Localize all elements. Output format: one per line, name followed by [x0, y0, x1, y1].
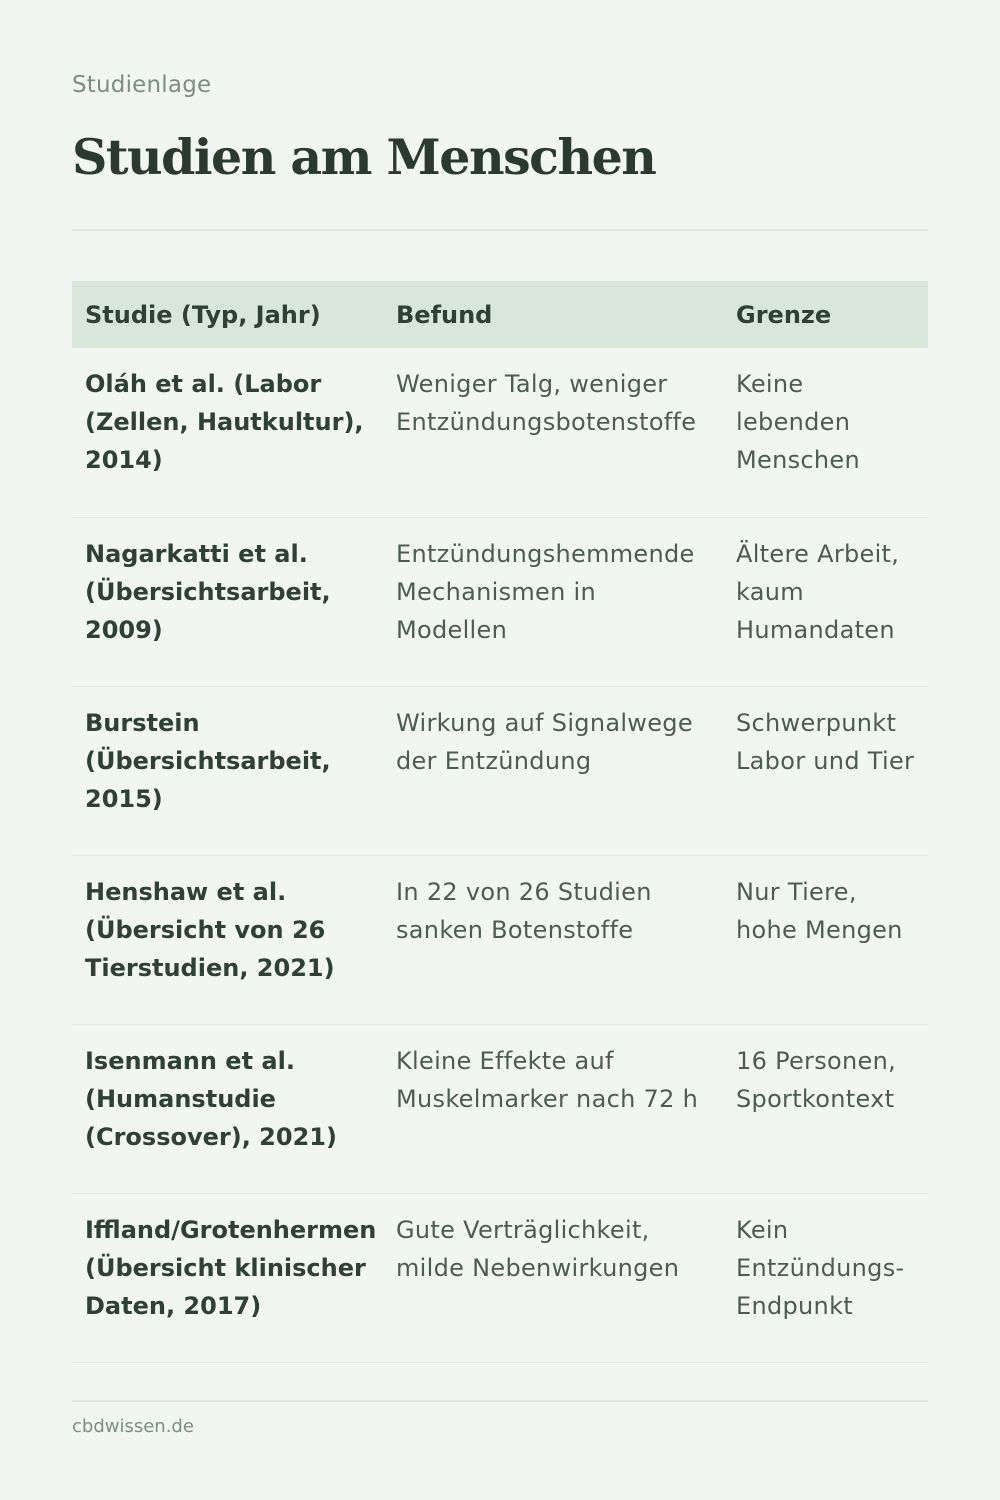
column-header-study: Studie (Typ, Jahr)	[72, 281, 383, 348]
table-body	[72, 348, 928, 1362]
limit-cell: Kein Entzündungs-Endpunkt	[723, 1193, 928, 1362]
table-row	[72, 686, 928, 855]
study-cell: Isenmann et al. (Humanstudie (Crossover), 2021)	[72, 1024, 383, 1193]
studies-table	[72, 281, 928, 1363]
finding-cell: Entzündungshemmende Mechanismen in Modellen	[383, 517, 723, 686]
table-row	[72, 348, 928, 517]
table-row	[72, 855, 928, 1024]
table-header-row	[72, 281, 928, 348]
eyebrow-label: Studienlage	[72, 72, 212, 98]
limit-cell: Ältere Arbeit, kaum Humandaten	[723, 517, 928, 686]
finding-cell: In 22 von 26 Studien sanken Botenstoffe	[383, 855, 723, 1024]
study-cell: Burstein (Übersichtsarbeit, 2015)	[72, 686, 383, 855]
table-row	[72, 1193, 928, 1362]
study-cell: Nagarkatti et al. (Übersichtsarbeit, 2009)	[72, 517, 383, 686]
study-cell: Iffland/Grotenhermen (Übersicht klinischer Daten, 2017)	[72, 1193, 383, 1362]
column-header-limit: Grenze	[723, 281, 928, 348]
finding-cell: Weniger Talg, weniger Entzündungsbotenstoffe	[383, 348, 723, 517]
header-divider	[72, 229, 928, 231]
limit-cell: Schwerpunkt Labor und Tier	[723, 686, 928, 855]
finding-cell: Kleine Effekte auf Muskelmarker nach 72 h	[383, 1024, 723, 1193]
table-header	[72, 281, 928, 348]
footer-divider	[72, 1400, 928, 1402]
finding-cell: Wirkung auf Signalwege der Entzündung	[383, 686, 723, 855]
table-row	[72, 1024, 928, 1193]
study-cell: Henshaw et al. (Übersicht von 26 Tierstudien, 2021)	[72, 855, 383, 1024]
study-cell: Oláh et al. (Labor (Zellen, Hautkultur), 2014)	[72, 348, 383, 517]
footer-source: cbdwissen.de	[72, 1416, 194, 1437]
table-row	[72, 517, 928, 686]
finding-cell: Gute Verträglichkeit, milde Nebenwirkungen	[383, 1193, 723, 1362]
limit-cell: Keine lebenden Menschen	[723, 348, 928, 517]
limit-cell: 16 Personen, Sportkontext	[723, 1024, 928, 1193]
page-title: Studien am Menschen	[72, 128, 656, 186]
limit-cell: Nur Tiere, hohe Mengen	[723, 855, 928, 1024]
column-header-finding: Befund	[383, 281, 723, 348]
